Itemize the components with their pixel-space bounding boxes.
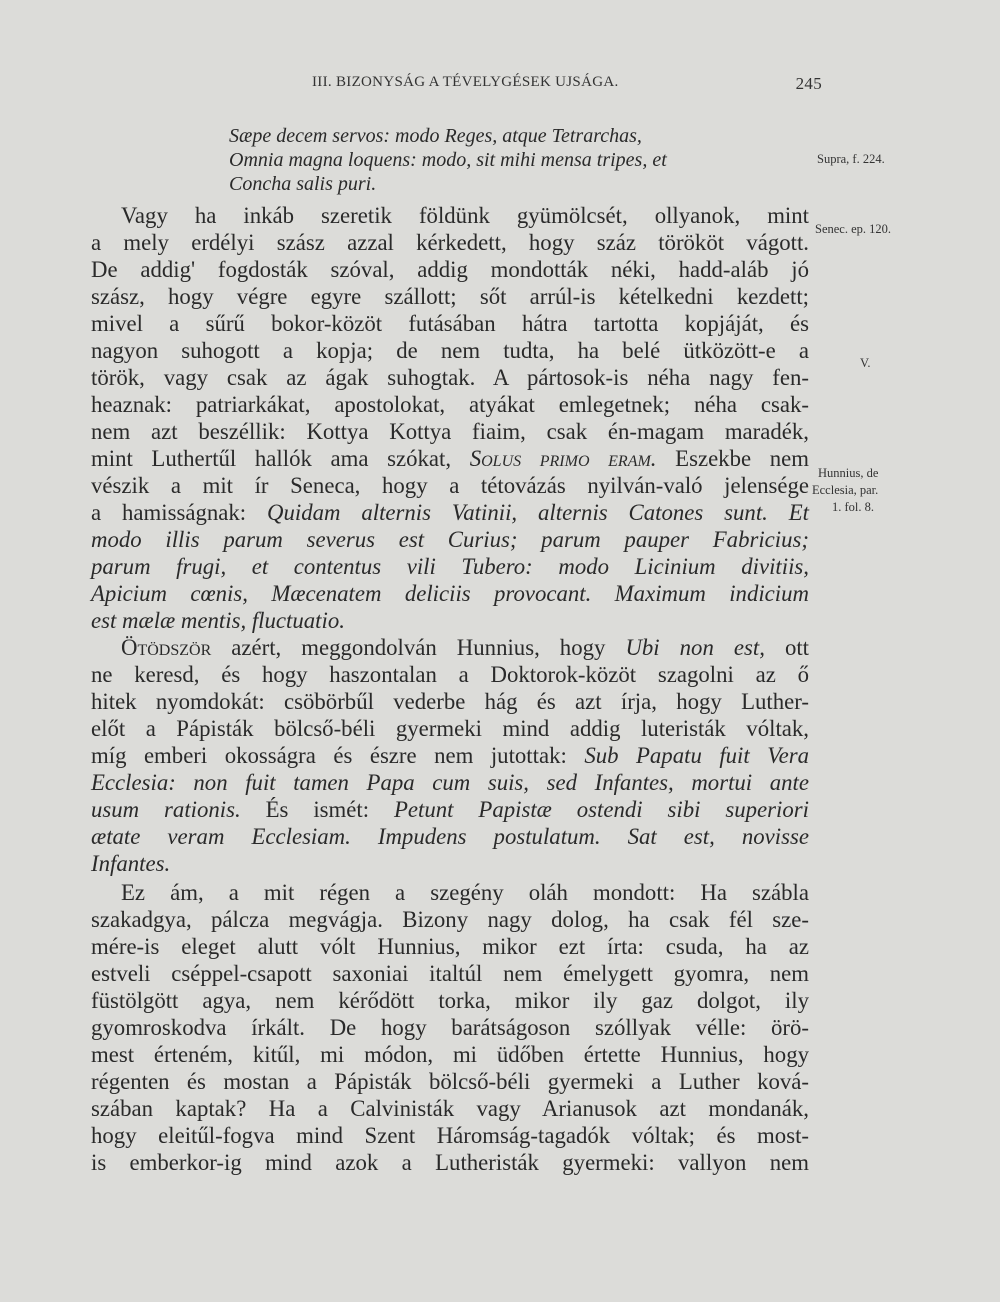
text-segment: ott — [764, 635, 810, 660]
margin-note: Supra, f. 224. — [817, 152, 885, 166]
text-line: török, vagy csak az ágak suhogtak. A pártosok-is néha nagy fen- — [91, 365, 809, 390]
latin-quote: Infantes. — [91, 851, 171, 876]
text-line — [91, 499, 809, 526]
text-line — [91, 742, 809, 769]
text-line: füstölgött agya, nem kérődött torka, mikor ily gaz dolgot, ily — [91, 988, 809, 1013]
paragraph — [91, 202, 809, 634]
margin-note: Hunnius, de — [818, 466, 879, 480]
paragraph — [91, 879, 809, 1176]
latin-quote: Sub Papatu fuit Vera — [584, 743, 809, 768]
latin-quote: ætate veram Ecclesiam. Impudens postulatum. Sat est, novisse — [91, 824, 809, 849]
latin-quote: est mælæ mentis, fluctuatio. — [91, 608, 345, 633]
text-segment: a hamisságnak: — [91, 500, 247, 525]
latin-quote: Ecclesia: non fuit tamen Papa cum suis, sed Infantes, mortui ante — [91, 770, 809, 795]
latin-quote: Quidam alternis Vatinii, alternis Catones sunt. Et — [267, 500, 809, 525]
text-segment: azért, meggondolván Hunnius, hogy — [211, 635, 606, 660]
margin-note: Ecclesia, par. — [812, 483, 879, 497]
text-line — [91, 526, 809, 553]
text-segment: mint Luthertűl hallók ama szókat, — [91, 446, 452, 471]
text-line — [91, 823, 809, 850]
text-line: előt a Pápisták bölcső-béli gyermeki mind addig luteristák vóltak, — [91, 716, 809, 741]
paragraph — [91, 634, 809, 877]
margin-note: V. — [860, 356, 871, 370]
text-line: szakadgya, pálcza megvágja. Bizony nagy dolog, ha csak fél sze- — [91, 907, 809, 932]
text-line — [91, 445, 809, 472]
text-line: De addig' fogdosták szóval, addig mondották néki, hadd-aláb jó — [91, 257, 809, 282]
page-number: 245 — [795, 74, 822, 93]
latin-quote: Petunt Papistæ ostendi sibi superiori — [393, 797, 809, 822]
text-line — [91, 634, 809, 661]
text-line: hogy eleitűl-fogva mind Szent Háromság-tagadók vóltak; és most- — [91, 1123, 809, 1148]
text-segment: Eszekbe nem — [656, 446, 809, 471]
text-line — [91, 796, 809, 823]
latin-quote: modo illis parum severus est Curius; parum pauper Fabricius; — [91, 527, 809, 552]
text-line: nem azt beszéllik: Kottya Kottya fiaim, csak én-magam maradék, — [91, 419, 809, 444]
text-line: nagyon suhogott a kopja; de nem tudta, ha belé ütközött-e a — [91, 338, 809, 363]
text-segment: És ismét: — [240, 797, 370, 822]
running-title: III. BIZONYSÁG A TÉVELYGÉSEK UJSÁGA. — [312, 74, 619, 90]
text-line: szában kaptak? Ha a Calvinisták vagy Arianusok azt mondanák, — [91, 1096, 809, 1121]
text-line: szász, hogy végre egyre szállott; sőt arrúl-is kételkedni kezdett; — [91, 284, 809, 309]
latin-quote: parum frugi, et contentus vili Tubero: modo Licinium divitiis, — [91, 554, 809, 579]
text-segment: míg emberi okosságra és észre nem jutottak: — [91, 743, 567, 768]
latin-quote: usum rationis. — [91, 797, 241, 822]
verse-line: Concha salis puri. — [229, 173, 377, 195]
text-line: is emberkor-ig mind azok a Lutheristák gyermeki: vallyon nem — [91, 1150, 809, 1175]
latin-quote: Ubi non est, — [625, 635, 765, 660]
text-line — [91, 553, 809, 580]
text-line: régenten és mostan a Pápisták bölcső-béli gyermeki a Luther ková- — [91, 1069, 809, 1094]
text-line: heaznak: patriarkákat, apostolokat, atyákat emlegetnek; néha csak- — [91, 392, 809, 417]
text-line: vészik a mit ír Seneca, hogy a tétovázás nyilván-való jelensége — [91, 473, 809, 498]
text-line: hitek nyomdokát: csöbörbűl vederbe hág és azt írja, hogy Luther- — [91, 689, 809, 714]
verse-line: Sæpe decem servos: modo Reges, atque Tetrarchas, — [229, 125, 642, 147]
text-line — [91, 580, 809, 607]
lead-word: Ötödször — [121, 635, 212, 660]
latin-quote: Solus primo eram. — [469, 446, 657, 471]
running-header — [312, 74, 822, 91]
text-line: mivel a sűrű bokor-közöt futásában hátra tartotta kopjáját, és — [91, 311, 809, 336]
margin-note: 1. fol. 8. — [832, 500, 875, 514]
text-line — [91, 769, 809, 796]
text-line: mest érteném, kitűl, mi módon, mi üdőben értette Hunnius, hogy — [91, 1042, 809, 1067]
text-line: a mely erdélyi szász azzal kérkedett, hogy száz törököt vágott. — [91, 230, 809, 255]
margin-note: Senec. ep. 120. — [815, 222, 892, 236]
text-line: mére-is eleget alutt vólt Hunnius, mikor ezt írta: csuda, ha az — [91, 934, 809, 959]
text-line: Ez ám, a mit régen a szegény oláh mondott: Ha szábla — [121, 880, 809, 905]
latin-verse-quote — [91, 124, 809, 196]
main-text — [91, 124, 809, 1176]
text-line: ne keresd, és hogy haszontalan a Doktorok-közöt szagolni az ő — [91, 662, 809, 687]
verse-line: Omnia magna loquens: modo, sit mihi mensa tripes, et — [229, 149, 667, 171]
text-line: Vagy ha inkáb szeretik földünk gyümölcsét, ollyanok, mint — [121, 203, 809, 228]
text-line: gyomroskodva írkált. De hogy barátságoson szóllyak vélle: örö- — [91, 1015, 809, 1040]
text-line — [91, 850, 809, 877]
text-line: estveli cséppel-csapott saxoniai italtúl nem émelygett gyomra, nem — [91, 961, 809, 986]
text-line — [91, 607, 809, 634]
latin-quote: Apicium cœnis, Mæcenatem deliciis provocant. Maximum indicium — [91, 581, 809, 606]
